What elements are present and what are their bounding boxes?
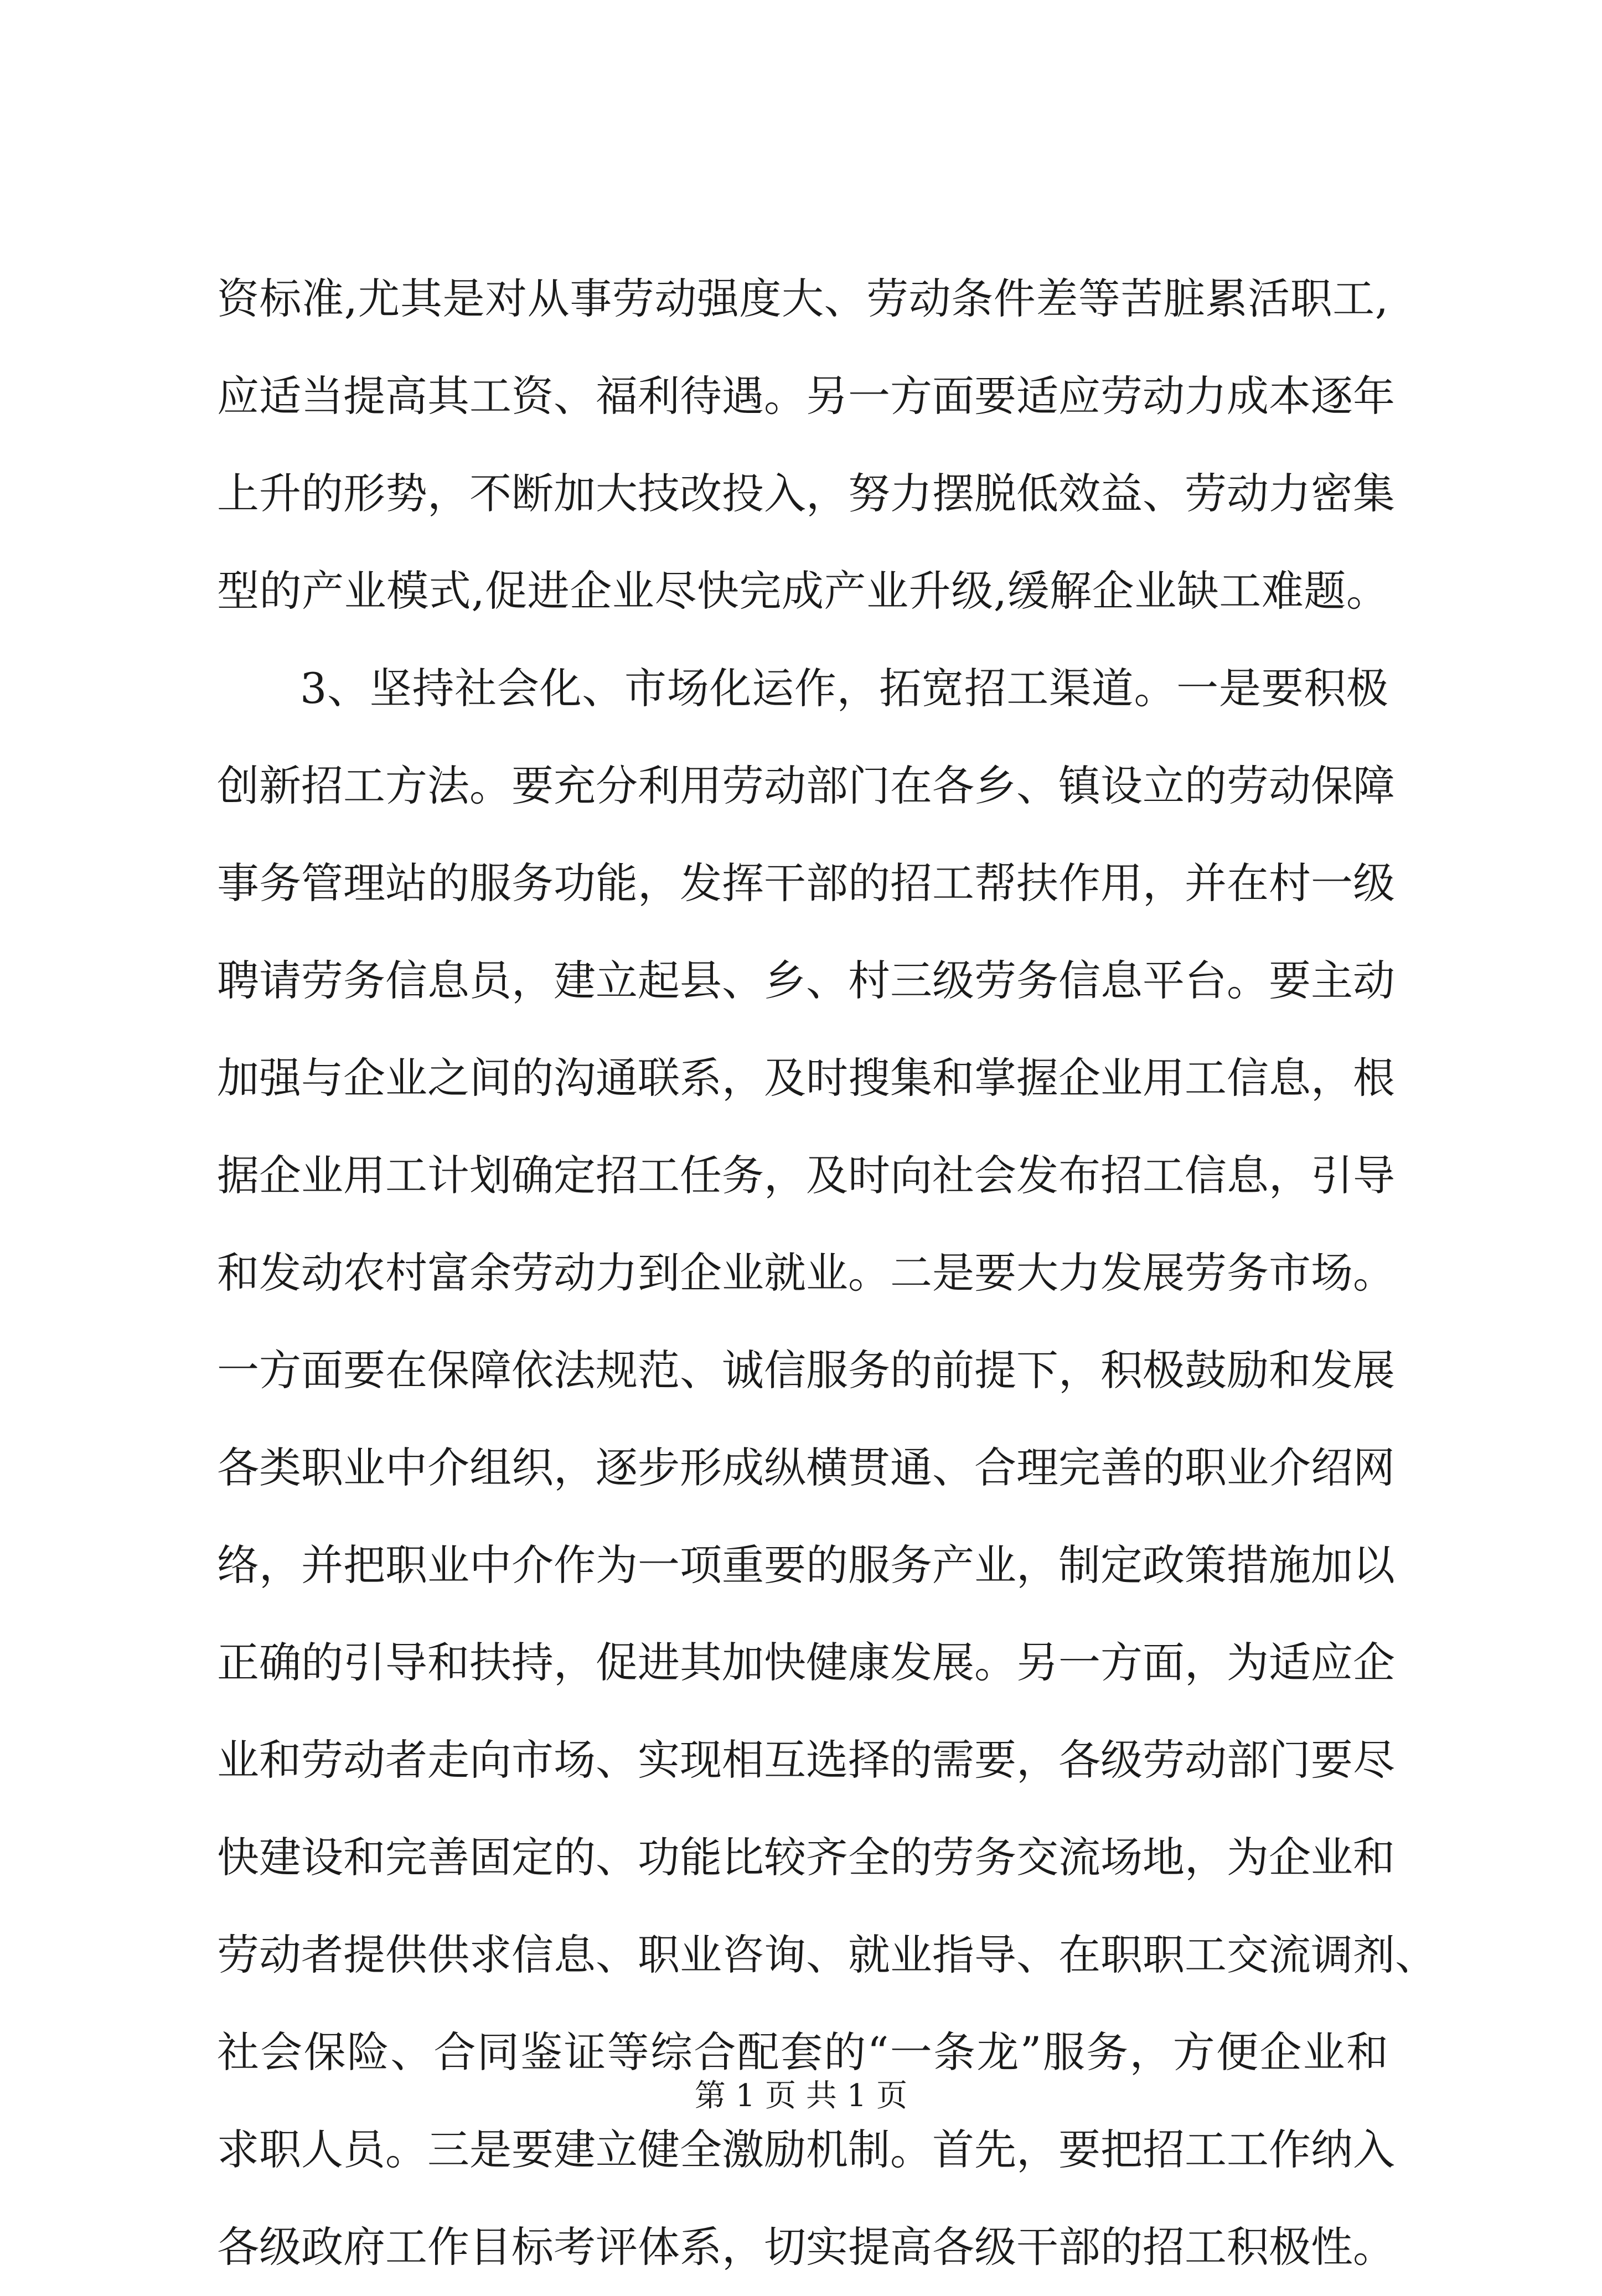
text-line: 业和劳动者走向市场、实现相互选择的需要，各级劳动部门要尽 <box>217 1735 1395 1785</box>
text-line: 上升的形势，不断加大技改投入，努力摆脱低效益、劳动力密集 <box>217 469 1395 518</box>
text-line: 正确的引导和扶持，促进其加快健康发展。另一方面，为适应企 <box>217 1638 1395 1687</box>
text-line: 络，并把职业中介作为一项重要的服务产业，制定政策措施加以 <box>217 1540 1395 1590</box>
text-line: 求职人员。三是要建立健全激励机制。首先，要把招工工作纳入 <box>217 2125 1395 2174</box>
text-line: 据企业用工计划确定招工任务，及时向社会发布招工信息，引导 <box>217 1151 1395 1200</box>
text-line: 型的产业模式,促进企业尽快完成产业升级,缓解企业缺工难题。 <box>217 566 1388 616</box>
text-line: 事务管理站的服务功能，发挥干部的招工帮扶作用，并在村一级 <box>217 859 1395 908</box>
text-line: 快建设和完善固定的、功能比较齐全的劳务交流场地，为企业和 <box>217 1833 1395 1882</box>
text-line: 应适当提高其工资、福利待遇。另一方面要适应劳动力成本逐年 <box>217 371 1395 421</box>
text-line: 聘请劳务信息员，建立起县、乡、村三级劳务信息平台。要主动 <box>217 956 1395 1005</box>
document-body <box>217 250 1437 2296</box>
text-line: 创新招工方法。要充分利用劳动部门在各乡、镇设立的劳动保障 <box>217 761 1395 810</box>
text-line: 和发动农村富余劳动力到企业就业。二是要大力发展劳务市场。 <box>217 1248 1395 1297</box>
paragraph-start-line: 3、坚持社会化、市场化运作，拓宽招工渠道。一是要积极 <box>300 664 1388 713</box>
text-line: 社会保险、合同鉴证等综合配套的“一条龙”服务，方便企业和 <box>217 2028 1388 2077</box>
text-line: 各级政府工作目标考评体系，切实提高各级干部的招工积极性。 <box>217 2222 1395 2272</box>
text-line: 劳动者提供供求信息、职业咨询、就业指导、在职职工交流调剂、 <box>217 1930 1437 1979</box>
text-line: 各类职业中介组织，逐步形成纵横贯通、合理完善的职业介绍网 <box>217 1443 1395 1492</box>
text-line: 资标准,尤其是对从事劳动强度大、劳动条件差等苦脏累活职工, <box>217 274 1388 323</box>
page-footer: 第 1 页 共 1 页 <box>694 2078 908 2114</box>
text-line: 一方面要在保障依法规范、诚信服务的前提下，积极鼓励和发展 <box>217 1346 1395 1395</box>
text-line: 加强与企业之间的沟通联系，及时搜集和掌握企业用工信息，根 <box>217 1053 1395 1103</box>
